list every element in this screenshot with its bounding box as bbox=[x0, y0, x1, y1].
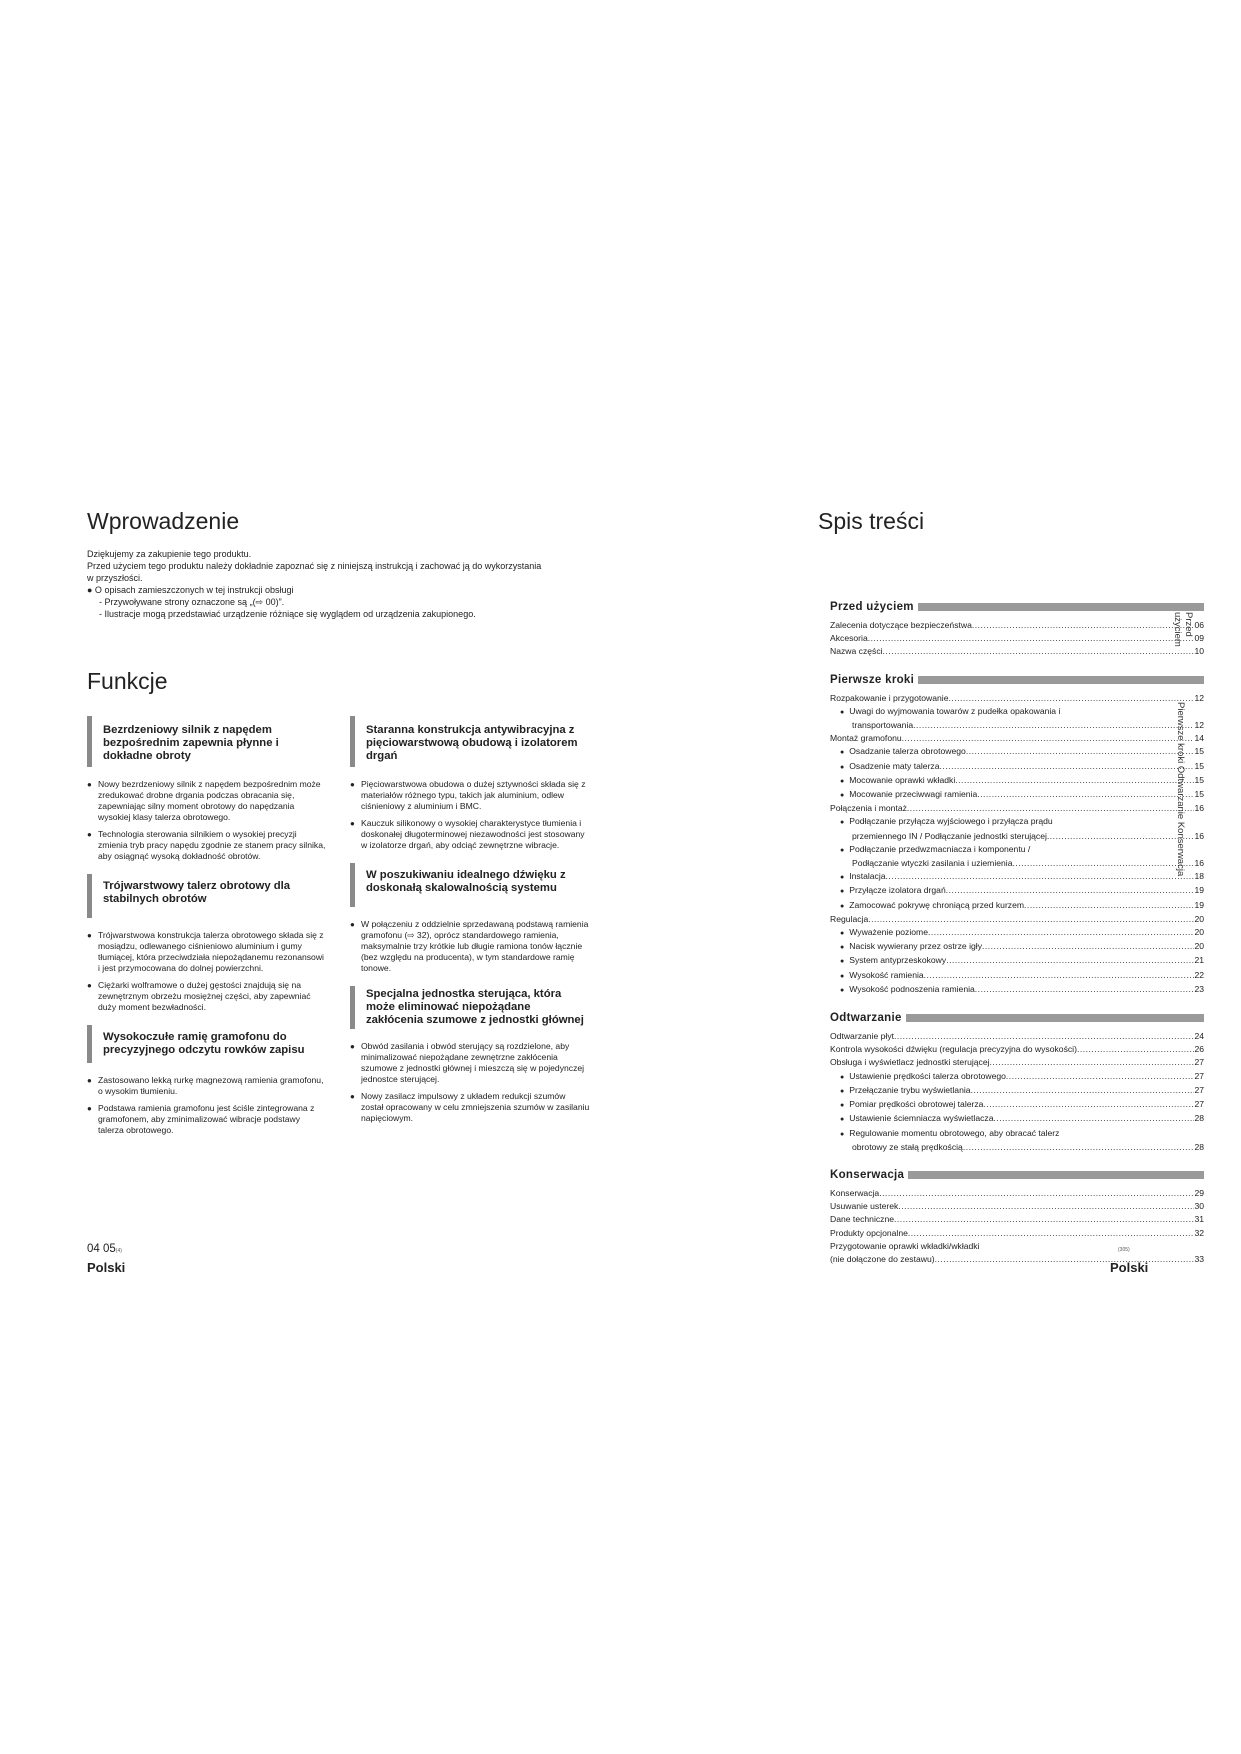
intro-line: Przed użyciem tego produktu należy dokładnie zapoznać się z niniejszą instrukcją i zachować ją do wykorzystania bbox=[87, 561, 542, 571]
toc-entry[interactable] bbox=[830, 632, 1204, 645]
toc-entry[interactable] bbox=[830, 1127, 1204, 1141]
toc-entry-label: ● Ustawienie ściemniacza wyświetlacza bbox=[840, 1112, 993, 1126]
toc-entry-label: ● Nacisk wywierany przez ostrze igły bbox=[840, 940, 982, 954]
toc-entry[interactable] bbox=[830, 954, 1204, 968]
toc-entry-page: 22 bbox=[1194, 969, 1204, 980]
toc-entry-label: ● Mocowanie przeciwwagi ramienia bbox=[840, 788, 977, 802]
toc-title: Spis treści bbox=[818, 508, 925, 534]
toc-entry-label: Usuwanie usterek bbox=[830, 1201, 899, 1212]
toc-entry[interactable] bbox=[830, 1213, 1204, 1226]
toc-entry-label: Dane techniczne bbox=[830, 1214, 895, 1225]
toc-entry-label: Montaż gramofonu bbox=[830, 733, 902, 744]
toc-entry-page: 20 bbox=[1194, 913, 1204, 924]
toc-entry-label: ● Przyłącze izolatora drgań bbox=[840, 884, 946, 898]
toc-entry-label: Kontrola wysokości dźwięku (regulacja precyzyjna do wysokości) bbox=[830, 1044, 1077, 1055]
toc-leader-dots bbox=[868, 632, 1195, 645]
toc-entry[interactable] bbox=[830, 913, 1204, 926]
toc-entry-label: ● Przełączanie trybu wyświetlania bbox=[840, 1084, 971, 1098]
toc-leader-dots bbox=[898, 1200, 1194, 1213]
toc-entry[interactable] bbox=[830, 870, 1204, 884]
toc-entry-label: ● Pomiar prędkości obrotowej talerza bbox=[840, 1098, 983, 1112]
toc-leader-dots bbox=[908, 1227, 1195, 1240]
page-number: 04 05 bbox=[87, 1243, 116, 1255]
feature-group bbox=[350, 986, 590, 1124]
toc-section-heading bbox=[830, 1011, 1204, 1025]
toc-section-bar bbox=[908, 1171, 1204, 1179]
toc-leader-dots bbox=[963, 1141, 1195, 1154]
toc-entry-label: Odtwarzanie płyt bbox=[830, 1031, 895, 1042]
language-label-right: Polski bbox=[1110, 1260, 1149, 1275]
toc-leader-dots bbox=[907, 802, 1195, 815]
page-number-right-small: (305) bbox=[1118, 1247, 1130, 1253]
feature-paragraph: ● Technologia sterowania silnikiem o wysokiej precyzji zmienia tryb pracy napędu zgodnie ze stanem pracy silnika, aby osiągnąć wysoką dokładność obrotów. bbox=[87, 829, 327, 862]
side-tab-sections: Pierwsze kroki Odtwarzanie Konserwacja bbox=[1175, 702, 1186, 877]
toc-entry[interactable] bbox=[830, 899, 1204, 913]
intro-text bbox=[87, 548, 607, 620]
toc-leader-dots bbox=[972, 619, 1195, 632]
toc-entry[interactable] bbox=[830, 1070, 1204, 1084]
toc-leader-dots bbox=[966, 745, 1195, 759]
toc-section-bar bbox=[906, 1014, 1204, 1022]
toc-entry-label: (nie dołączone do zestawu) bbox=[830, 1253, 935, 1264]
toc-entry-label: ● Mocowanie oprawki wkładki bbox=[840, 774, 955, 788]
toc-entry-page: 23 bbox=[1194, 983, 1204, 994]
language-label-left: Polski bbox=[87, 1260, 126, 1275]
toc-entry[interactable] bbox=[830, 774, 1204, 788]
toc-entry-page: 29 bbox=[1194, 1187, 1204, 1198]
toc-entry[interactable] bbox=[830, 1030, 1204, 1043]
toc-leader-dots bbox=[935, 1253, 1195, 1266]
toc-entry-page: 28 bbox=[1194, 1113, 1204, 1124]
toc-leader-dots bbox=[946, 884, 1195, 898]
feature-paragraph: ● Ciężarki wolframowe o dużej gęstości znajdują się na zewnętrznym obrzeżu mosiężnej części, aby zapewniać duży moment bezwładności. bbox=[87, 980, 327, 1013]
toc-entry-label: ● Osadzanie talerza obrotowego bbox=[840, 745, 966, 759]
side-tab-przed-uzyciem: Przed użyciem bbox=[1172, 612, 1194, 647]
feature-heading: Specjalna jednostka sterująca, która może eliminować niepożądane zakłócenia szumowe z jednostki głównej bbox=[350, 986, 590, 1029]
toc-entry[interactable] bbox=[830, 760, 1204, 774]
toc-entry-page: 19 bbox=[1194, 885, 1204, 896]
feature-group bbox=[350, 863, 590, 974]
toc-entry[interactable] bbox=[830, 1200, 1204, 1213]
toc-entry-label: ● Podłączanie przyłącza wyjściowego i przyłącza prądu bbox=[840, 815, 1053, 829]
feature-paragraph: ● Nowy zasilacz impulsowy z układem redukcji szumów został opracowany w celu zmniejszenia szumów w zasilaniu napięciowym. bbox=[350, 1091, 590, 1124]
toc-entry-label: Przygotowanie oprawki wkładki/wkładki bbox=[830, 1240, 980, 1251]
toc-leader-dots bbox=[955, 774, 1194, 788]
toc-entry[interactable] bbox=[830, 1227, 1204, 1240]
toc-entry-label: ● Uwagi do wyjmowania towarów z pudełka opakowania i bbox=[840, 705, 1060, 719]
feature-paragraph: ● Pięciowarstwowa obudowa o dużej sztywności składa się z materiałów różnego typu, takich jak aluminium, odlew ciśnieniowy z aluminium i BMC. bbox=[350, 779, 590, 812]
toc-entry-label: ● Wysokość podnoszenia ramienia bbox=[840, 983, 975, 997]
feature-heading: Bezrdzeniowy silnik z napędem bezpośrednim zapewnia płynne i dokładne obroty bbox=[87, 716, 327, 767]
toc-entry-page: 19 bbox=[1194, 899, 1204, 910]
toc-entry-label: ● Instalacja bbox=[840, 870, 886, 884]
intro-line: - Ilustracje mogą przedstawiać urządzenie różniące się wyglądem od urządzenia zakupionego. bbox=[99, 609, 476, 619]
toc-section bbox=[830, 1011, 1204, 1154]
features-title: Funkcje bbox=[87, 668, 168, 694]
feature-paragraph: ● Kauczuk silikonowy o wysokiej charakterystyce tłumienia i doskonałej długoterminowej niezawodności jest stosowany w izolatorze drgań, aby odciąć zewnętrzne wibracje. bbox=[350, 818, 590, 851]
toc-leader-dots bbox=[1077, 1043, 1195, 1056]
toc-entry[interactable] bbox=[830, 843, 1204, 857]
toc-section-heading bbox=[830, 600, 1204, 614]
toc-leader-dots bbox=[894, 1030, 1194, 1043]
toc-entry-page: 15 bbox=[1194, 789, 1204, 800]
toc-leader-dots bbox=[928, 926, 1194, 940]
toc-leader-dots bbox=[990, 1056, 1195, 1069]
toc-entry-label: Połączenia i montaż bbox=[830, 803, 907, 814]
toc-entry-label: ● Regulowanie momentu obrotowego, aby obracać talerz bbox=[840, 1127, 1059, 1141]
toc-leader-dots bbox=[924, 969, 1195, 983]
page-number-small: (4) bbox=[115, 1248, 122, 1254]
feature-paragraph: ● Podstawa ramienia gramofonu jest ściśle zintegrowana z gramofonem, aby zminimalizować wibracje podstawy talerza obrotowego. bbox=[87, 1103, 327, 1136]
toc-entry-label: Nazwa części bbox=[830, 646, 883, 657]
toc-entry[interactable] bbox=[830, 1112, 1204, 1126]
toc-leader-dots bbox=[982, 940, 1194, 954]
toc-leader-dots bbox=[971, 1084, 1195, 1098]
feature-paragraph: ● Zastosowano lekką rurkę magnezową ramienia gramofonu, o wysokim tłumieniu. bbox=[87, 1075, 327, 1097]
toc-entry[interactable] bbox=[830, 969, 1204, 983]
toc-entry[interactable] bbox=[830, 705, 1204, 719]
toc-entry-label: Zalecenia dotyczące bezpieczeństwa bbox=[830, 620, 972, 630]
toc-leader-dots bbox=[977, 788, 1194, 802]
toc-entry-page: 26 bbox=[1194, 1044, 1204, 1055]
toc-entry[interactable] bbox=[830, 802, 1204, 815]
toc-entry-label: ● Osadzenie maty talerza bbox=[840, 760, 940, 774]
toc-entry-page: 21 bbox=[1194, 955, 1204, 966]
toc-entry-page: 27 bbox=[1194, 1070, 1204, 1081]
toc-entry-label: ● Wysokość ramienia bbox=[840, 969, 924, 983]
toc-entry-page: 15 bbox=[1194, 774, 1204, 785]
toc-entry-label: ● Podłączanie przedwzmacniacza i komponentu / bbox=[840, 843, 1030, 857]
toc-entry-page: 27 bbox=[1194, 1057, 1204, 1068]
toc-entry-page: 14 bbox=[1194, 733, 1204, 744]
toc-section bbox=[830, 600, 1204, 659]
toc-entry[interactable] bbox=[830, 1056, 1204, 1069]
features-column-1 bbox=[87, 716, 327, 1148]
toc-entry-label: Produkty opcjonalne bbox=[830, 1227, 908, 1238]
feature-heading: Trójwarstwowy talerz obrotowy dla stabilnych obrotów bbox=[87, 874, 327, 918]
intro-line: w przyszłości. bbox=[87, 573, 143, 583]
toc-entry[interactable] bbox=[830, 983, 1204, 997]
toc-leader-dots bbox=[886, 870, 1195, 884]
toc-section-title: Konserwacja bbox=[830, 1168, 905, 1181]
toc-leader-dots bbox=[1047, 830, 1195, 843]
toc-entry[interactable] bbox=[830, 884, 1204, 898]
toc-entry-label: Akcesoria bbox=[830, 633, 868, 644]
page-number-left bbox=[87, 1243, 122, 1255]
toc-entry-page: 20 bbox=[1194, 941, 1204, 952]
toc-section-title: Pierwsze kroki bbox=[830, 673, 915, 686]
toc-entry[interactable] bbox=[830, 1141, 1204, 1154]
toc-entry-label: ● Wyważenie poziome bbox=[840, 926, 928, 940]
toc-entry-label: transportowania bbox=[852, 720, 914, 731]
toc-entry-page: 09 bbox=[1194, 633, 1204, 644]
intro-line: ● O opisach zamieszczonych w tej instrukcji obsługi bbox=[87, 585, 294, 595]
toc-entry[interactable] bbox=[830, 940, 1204, 954]
toc-leader-dots bbox=[1013, 857, 1195, 870]
toc-entry-page: 18 bbox=[1194, 871, 1204, 882]
toc-entry-label: Regulacja bbox=[830, 913, 869, 924]
toc-entry[interactable] bbox=[830, 815, 1204, 829]
feature-group bbox=[87, 874, 327, 1013]
toc-entry-label: Podłączanie wtyczki zasilania i uziemienia bbox=[852, 858, 1013, 869]
toc-entry-label: Rozpakowanie i przygotowanie bbox=[830, 692, 949, 703]
toc-leader-dots bbox=[983, 1098, 1194, 1112]
intro-title: Wprowadzenie bbox=[87, 508, 240, 534]
feature-paragraph: ● Trójwarstwowa konstrukcja talerza obrotowego składa się z mosiądzu, odlewanego ciśnieniowo aluminium i gumy tłumiącej, która przeciwdziała niepożądanemu rezonansowi i jest przymocowana do dolnej powierzchni. bbox=[87, 930, 327, 974]
toc-leader-dots bbox=[1006, 1070, 1195, 1084]
toc-entry-page: 15 bbox=[1194, 760, 1204, 771]
toc-entry[interactable] bbox=[830, 732, 1204, 745]
toc-entry-page: 16 bbox=[1194, 830, 1204, 841]
feature-paragraph: ● Obwód zasilania i obwód sterujący są rozdzielone, aby minimalizować niepożądane zewnętrzne zakłócenia szumowe z jednostki głównej i mieszczą się w pojedynczej jednostce sterującej. bbox=[350, 1041, 590, 1085]
toc-entry-page: 33 bbox=[1194, 1253, 1204, 1264]
feature-heading: W poszukiwaniu idealnego dźwięku z doskonałą skalowalnością systemu bbox=[350, 863, 590, 907]
toc-entry-label: Konserwacja bbox=[830, 1187, 880, 1198]
toc-entry-label: ● Ustawienie prędkości talerza obrotowego bbox=[840, 1070, 1006, 1084]
toc-entry-page: 15 bbox=[1194, 746, 1204, 757]
toc-entry[interactable] bbox=[830, 1084, 1204, 1098]
toc-leader-dots bbox=[1059, 1127, 1204, 1141]
toc-leader-dots bbox=[946, 954, 1194, 968]
intro-line: Dziękujemy za zakupienie tego produktu. bbox=[87, 549, 252, 559]
toc-section-title: Przed użyciem bbox=[830, 601, 914, 613]
table-of-contents bbox=[830, 600, 1204, 1266]
toc-entry-label: obrotowy ze stałą prędkością bbox=[852, 1141, 963, 1152]
toc-leader-dots bbox=[975, 983, 1195, 997]
toc-entry-label: ● System antyprzeskokowy bbox=[840, 954, 946, 968]
toc-leader-dots bbox=[883, 645, 1195, 658]
toc-leader-dots bbox=[868, 913, 1194, 926]
toc-leader-dots bbox=[1024, 899, 1194, 913]
toc-leader-dots bbox=[894, 1213, 1194, 1226]
toc-section-bar bbox=[918, 603, 1204, 611]
toc-leader-dots bbox=[913, 719, 1194, 732]
toc-entry[interactable] bbox=[830, 719, 1204, 732]
toc-leader-dots bbox=[993, 1112, 1194, 1126]
toc-entry[interactable] bbox=[830, 1098, 1204, 1112]
toc-entry-page: 32 bbox=[1194, 1227, 1204, 1238]
toc-entry-page: 16 bbox=[1194, 858, 1204, 869]
feature-paragraph: ● Nowy bezrdzeniowy silnik z napędem bezpośrednim może zredukować drobne drgania podczas obracania się, zapewniając silny moment obrotowy do napędzania wysokiej klasy talerza obrotowego. bbox=[87, 779, 327, 823]
toc-entry-label: ● Zamocować pokrywę chroniącą przed kurzem bbox=[840, 899, 1024, 913]
toc-entry-page: 12 bbox=[1194, 692, 1204, 703]
feature-paragraph: ● W połączeniu z oddzielnie sprzedawaną podstawą ramienia gramofonu (⇨ 32), oprócz standardowego ramienia, maksymalnie trzy krótkie lub długie ramiona tonów łącznie (bez względu na producenta), w tym standardowe ramię tonowe. bbox=[350, 919, 590, 974]
toc-entry-page: 12 bbox=[1194, 720, 1204, 731]
toc-entry[interactable] bbox=[830, 857, 1204, 870]
toc-leader-dots bbox=[902, 732, 1195, 745]
toc-entry-page: 30 bbox=[1194, 1201, 1204, 1212]
feature-group bbox=[87, 1025, 327, 1136]
toc-entry[interactable] bbox=[830, 926, 1204, 940]
toc-section-heading bbox=[830, 1168, 1204, 1182]
feature-group bbox=[350, 716, 590, 851]
toc-entry[interactable] bbox=[830, 1043, 1204, 1056]
toc-section bbox=[830, 673, 1204, 997]
feature-heading: Staranna konstrukcja antywibracyjna z pięciowarstwową obudową i izolatorem drgań bbox=[350, 716, 590, 767]
toc-entry[interactable] bbox=[830, 645, 1204, 658]
toc-entry[interactable] bbox=[830, 619, 1204, 632]
toc-entry-page: 27 bbox=[1194, 1084, 1204, 1095]
intro-line: - Przywoływane strony oznaczone są „(⇨ 00)”. bbox=[99, 597, 285, 607]
toc-entry-page: 24 bbox=[1194, 1031, 1204, 1042]
toc-entry[interactable] bbox=[830, 830, 1204, 843]
toc-leader-dots bbox=[948, 692, 1194, 705]
toc-entry[interactable] bbox=[830, 1187, 1204, 1200]
toc-entry-page: 28 bbox=[1194, 1141, 1204, 1152]
toc-section-title: Odtwarzanie bbox=[830, 1012, 902, 1025]
toc-entry-page: 20 bbox=[1194, 927, 1204, 938]
toc-entry-label: Obsługa i wyświetlacz jednostki sterującej bbox=[830, 1057, 990, 1068]
toc-section-bar bbox=[918, 676, 1204, 684]
toc-entry-page: 10 bbox=[1194, 646, 1204, 657]
toc-entry-label: przemiennego IN / Podłączanie jednostki sterującej bbox=[852, 830, 1047, 841]
toc-leader-dots bbox=[940, 760, 1195, 774]
toc-entry-page: 27 bbox=[1194, 1099, 1204, 1110]
toc-section-heading bbox=[830, 673, 1204, 687]
toc-entry[interactable] bbox=[830, 788, 1204, 802]
feature-group bbox=[87, 716, 327, 862]
toc-entry[interactable] bbox=[830, 1240, 1204, 1253]
toc-entry[interactable] bbox=[830, 745, 1204, 759]
toc-section bbox=[830, 1168, 1204, 1266]
toc-entry-page: 31 bbox=[1194, 1214, 1204, 1225]
toc-entry[interactable] bbox=[830, 692, 1204, 705]
features-column-2 bbox=[350, 716, 590, 1136]
toc-entry-page: 16 bbox=[1194, 803, 1204, 814]
toc-leader-dots bbox=[879, 1187, 1194, 1200]
feature-heading: Wysokoczułe ramię gramofonu do precyzyjnego odczytu rowków zapisu bbox=[87, 1025, 327, 1063]
toc-entry-page: 06 bbox=[1194, 620, 1204, 630]
toc-leader-dots bbox=[980, 1240, 1205, 1253]
